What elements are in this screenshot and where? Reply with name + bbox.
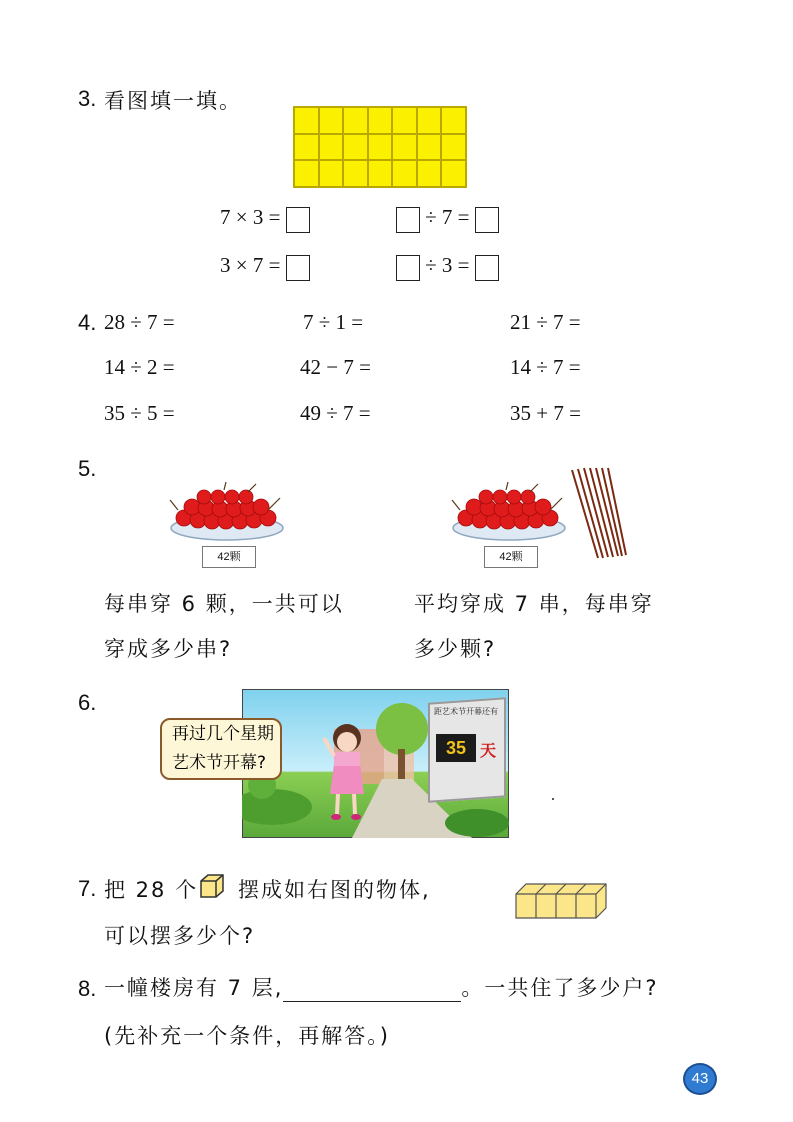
answer-box[interactable] [475,255,499,281]
plate-label: 42颗 [202,546,256,568]
q4-equation: 7 ÷ 1 = [303,310,364,334]
skewer-sticks-icon [568,466,630,562]
fill-in-blank[interactable] [283,981,461,1002]
q8-line1: 一幢楼房有 7 层, 。一共住了多少户? [104,976,659,1000]
q7-text-line2: 可以摆多少个? [104,924,256,948]
q3-number: 3. [78,86,97,111]
speech-bubble-line1: 再过几个星期 [172,724,274,744]
q4-number: 4. [78,310,97,335]
q3-equation-2b: ÷ 3 = [396,253,499,281]
q5-right-text-line2: 多少颗? [414,637,497,661]
q4-equation: 28 ÷ 7 = [104,310,175,334]
q3-equation-2a: 3 × 7 = [220,253,310,281]
yellow-grid-figure [293,106,467,188]
q8-line2: (先补充一个条件，再解答。) [104,1024,390,1048]
answer-box[interactable] [396,255,420,281]
cherry-plate-illustration [446,480,572,550]
answer-box[interactable] [286,207,310,233]
q4-equation: 35 + 7 = [510,401,581,425]
countdown-number: 35 [436,734,476,762]
q7-text-before-cube: 把 28 个 [104,878,199,902]
q5-left-text-line2: 穿成多少串? [104,637,233,661]
cube-icon [198,872,226,900]
q4-equation: 35 ÷ 5 = [104,401,175,425]
q5-left-text-line1: 每串穿 6 颗，一共可以 [104,592,344,616]
q4-equation: 21 ÷ 7 = [510,310,581,334]
girl-character-illustration [320,718,370,822]
q6-number: 6. [78,690,97,715]
speech-bubble-line2: 艺术节开幕? [172,753,267,773]
q5-right-text-line1: 平均穿成 7 串，每串穿 [414,592,654,616]
countdown-unit: 天 [480,741,497,760]
plate-label: 42颗 [484,546,538,568]
q3-equation-1a: 7 × 3 = [220,205,310,233]
q7-text-after-cube: 摆成如右图的物体, [238,878,431,902]
q4-equation: 14 ÷ 2 = [104,355,175,379]
answer-box[interactable] [286,255,310,281]
q3-instruction: 看图填一填。 [104,89,242,113]
page-number-badge: 43 [683,1063,717,1095]
cherry-plate-illustration [164,480,290,550]
answer-box[interactable] [396,207,420,233]
q4-equation: 49 ÷ 7 = [300,401,371,425]
q4-equation: 42 − 7 = [300,355,371,379]
q3-equation-1b: ÷ 7 = [396,205,499,233]
answer-box[interactable] [475,207,499,233]
q5-number: 5. [78,456,97,481]
countdown-sign-title: 距艺术节开幕还有 [434,707,498,716]
q4-equation: 14 ÷ 7 = [510,355,581,379]
q7-number: 7. [78,876,97,901]
speech-bubble [160,718,282,780]
q8-number: 8. [78,976,97,1001]
stray-dot [552,798,554,800]
cube-arrangement-figure [514,882,610,920]
